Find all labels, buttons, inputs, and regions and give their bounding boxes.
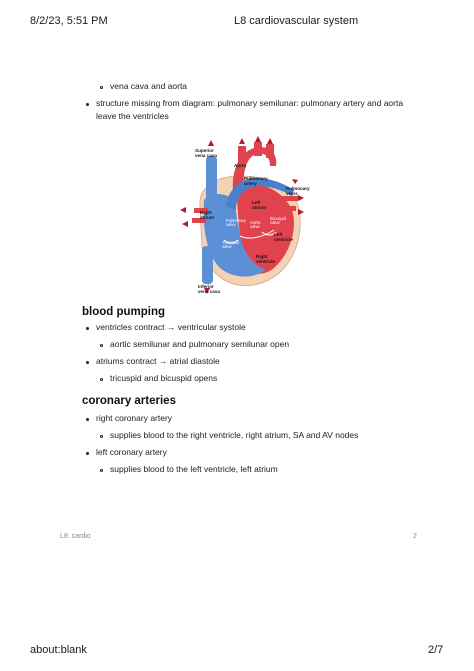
sub-bullet-marker xyxy=(100,435,103,438)
label-aortic-valve-2: valve xyxy=(250,224,260,229)
label-tricuspid-valve-1: Tricuspid xyxy=(222,240,239,245)
list-item-atriums-contract: atriums contract → atrial diastole xyxy=(96,356,220,366)
list-item-left-coronary-supply: supplies blood to the left ventricle, left atrium xyxy=(110,464,278,474)
label-left-ventricle-2: ventricle xyxy=(274,237,293,242)
list-item-vena-cava-aorta: vena cava and aorta xyxy=(110,81,188,91)
list-item-right-coronary-supply: supplies blood to the right ventricle, right atrium, SA and AV nodes xyxy=(110,430,359,440)
bullet-marker xyxy=(86,418,89,421)
label-right-atrium-2: atrium xyxy=(200,215,215,220)
sub-bullet-marker xyxy=(100,344,103,347)
sub-bullet-marker xyxy=(100,469,103,472)
heart-diagram xyxy=(178,136,310,296)
inferior-vena-cava xyxy=(202,246,213,284)
label-aortic-valve-1: Aortic xyxy=(250,220,261,225)
label-left-atrium-2: atrium xyxy=(252,205,267,210)
list-item-ventricles-contract: ventricles contract → ventricular systole xyxy=(96,322,246,332)
page-footer-title: L8: cardio xyxy=(60,533,91,540)
label-inferior-vena-cava-2: vena cava xyxy=(198,289,220,294)
pulmonary-veins xyxy=(278,196,298,201)
label-pulmonary-veins-2: veins xyxy=(286,191,298,196)
bullet-marker xyxy=(86,103,89,106)
label-right-ventricle-1: Right xyxy=(256,254,268,259)
label-bicuspid-valve-1: Bicuspid xyxy=(270,216,286,221)
label-superior-vena-cava-2: vena cava xyxy=(195,153,217,158)
list-item-semilunar-open: aortic semilunar and pulmonary semilunar open xyxy=(110,339,290,349)
print-url: about:blank xyxy=(30,644,87,656)
sub-bullet-marker xyxy=(100,86,103,89)
heading-blood-pumping: blood pumping xyxy=(82,306,166,318)
label-aorta: Aorta xyxy=(234,163,246,168)
sub-bullet-marker xyxy=(100,378,103,381)
label-pulmonary-artery-1: Pulmonary xyxy=(244,176,268,181)
list-item-missing-structure: structure missing from diagram: pulmonary semilunar: pulmonary artery and aorta leave the ventricles xyxy=(96,98,404,121)
bullet-marker xyxy=(86,327,89,330)
superior-vena-cava xyxy=(206,156,217,206)
label-pulmonary-artery-2: artery xyxy=(244,181,257,186)
label-left-atrium-1: Left xyxy=(252,200,261,205)
bullet-marker xyxy=(86,361,89,364)
label-bicuspid-valve-2: valve xyxy=(270,220,280,225)
list-item-right-coronary: right coronary artery xyxy=(96,413,173,423)
bullet-marker xyxy=(86,452,89,455)
print-timestamp: 8/2/23, 5:51 PM xyxy=(30,15,108,27)
list-item-tricuspid-bicuspid: tricuspid and bicuspid opens xyxy=(110,373,218,383)
label-tricuspid-valve-2: valve xyxy=(222,244,232,249)
label-right-atrium-1: Right xyxy=(200,210,212,215)
label-pulmonary-valve-1: Pulmonary xyxy=(226,218,247,223)
label-pulmonary-veins-1: Pulmonary xyxy=(286,186,310,191)
label-left-ventricle-1: Left xyxy=(274,232,283,237)
label-pulmonary-valve-2: valve xyxy=(226,222,236,227)
page-footer-number: 2 xyxy=(413,533,417,540)
document-title: L8 cardiovascular system xyxy=(234,15,359,27)
list-item-left-coronary: left coronary artery xyxy=(96,447,167,457)
label-superior-vena-cava-1: Superior xyxy=(195,148,214,153)
print-page-count: 2/7 xyxy=(428,644,444,656)
label-right-ventricle-2: ventricle xyxy=(256,259,275,264)
label-inferior-vena-cava-1: Inferior xyxy=(198,284,214,289)
heading-coronary-arteries: coronary arteries xyxy=(82,395,176,407)
